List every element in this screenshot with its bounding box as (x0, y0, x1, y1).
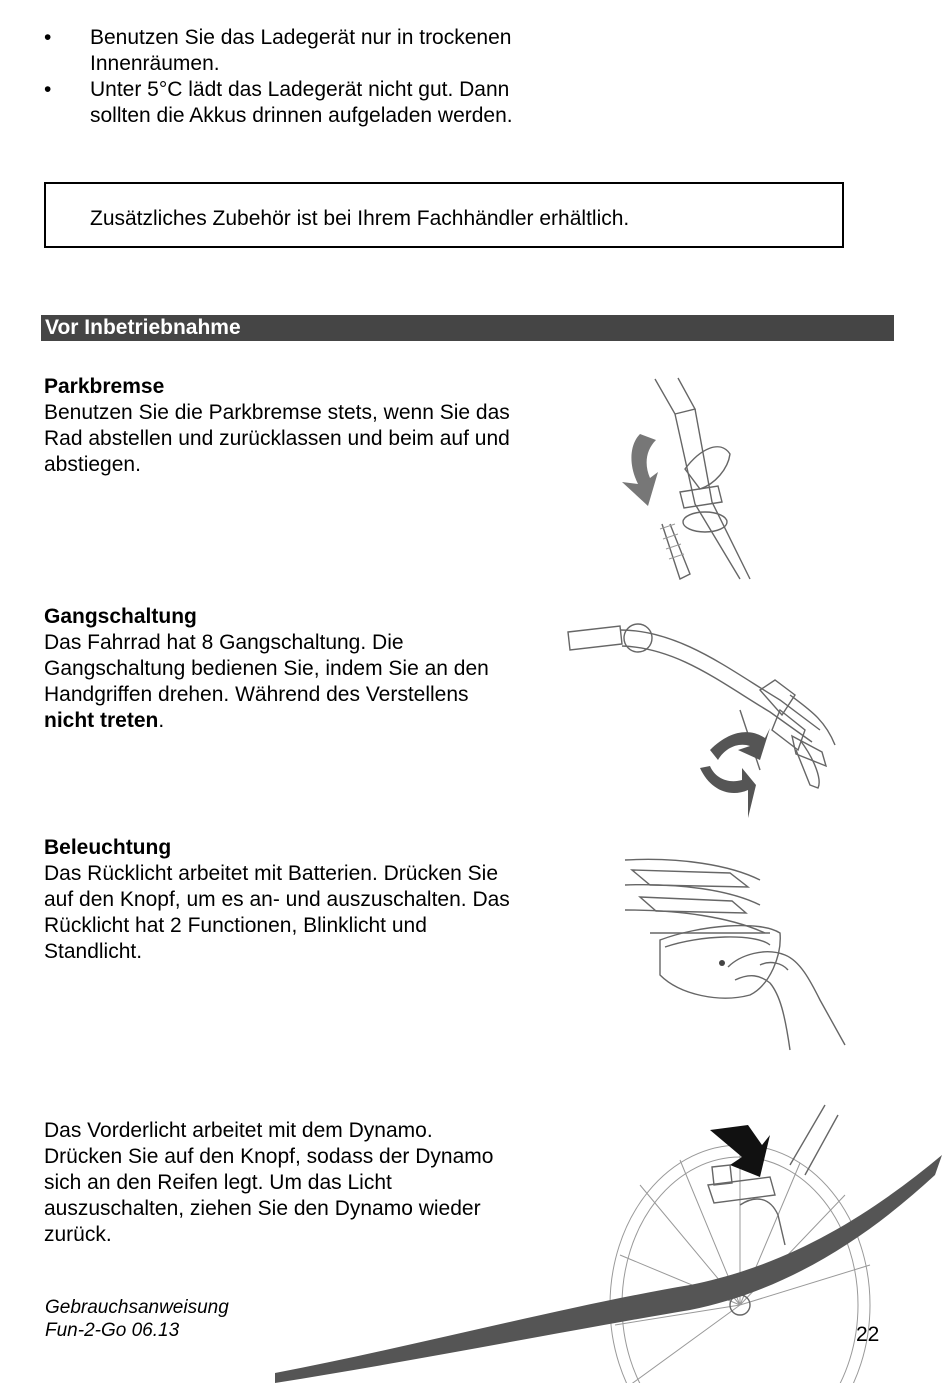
parkbremse-text: Benutzen Sie die Parkbremse stets, wenn Sie das Rad abstellen und zurücklassen und beim auf und abstiegen. (44, 401, 510, 476)
accessory-notice-box (44, 182, 844, 248)
section-header (41, 315, 894, 341)
vorderlicht-text: Das Vorderlicht arbeitet mit dem Dynamo. Drücken Sie auf den Knopf, sodass der Dynamo sich an den Reifen legt. Um das Licht auszuschalten, ziehen Sie den Dynamo wieder zurück. (44, 1119, 494, 1246)
page-number: 22 (856, 1323, 880, 1346)
list-item: • Benutzen Sie das Ladegerät nur in trockenen Innenräumen. (44, 25, 564, 77)
gangschaltung-heading: Gangschaltung (44, 605, 197, 628)
warning-emphasis: nicht treten (44, 709, 159, 732)
footer-manual-label: Gebrauchsanweisung (45, 1297, 229, 1318)
parkbremse-heading: Parkbremse (44, 375, 165, 398)
gangschaltung-section (44, 604, 514, 734)
beleuchtung-text: Das Rücklicht arbeitet mit Batterien. Drücken Sie auf den Knopf, um es an- und auszuschalten. Das Rücklicht hat 2 Functionen, Blinklicht und Standlicht. (44, 862, 510, 963)
section-title: Vor Inbetriebnahme (45, 316, 241, 339)
twist-shifter-illustration (560, 620, 850, 830)
beleuchtung-section (44, 835, 514, 965)
footer-model-version: Fun-2-Go 06.13 (45, 1320, 180, 1341)
accessory-notice-text: Zusätzliches Zubehör ist bei Ihrem Fachhändler erhältlich. (90, 207, 630, 230)
parkbremse-section (44, 374, 514, 478)
front-dynamo-illustration (270, 1105, 946, 1383)
footer-document-info (45, 1296, 229, 1342)
charger-notes-list (44, 25, 564, 129)
beleuchtung-heading: Beleuchtung (44, 836, 172, 859)
rear-light-illustration (620, 855, 850, 1055)
list-item: • Unter 5°C lädt das Ladegerät nicht gut. Dann sollten die Akkus drinnen aufgeladen werden. (44, 77, 564, 129)
parking-brake-illustration (600, 374, 770, 584)
gangschaltung-text: Das Fahrrad hat 8 Gangschaltung. Die Gangschaltung bedienen Sie, indem Sie an den Handgriffen drehen. Während des Verstellens nicht treten. (44, 631, 489, 732)
